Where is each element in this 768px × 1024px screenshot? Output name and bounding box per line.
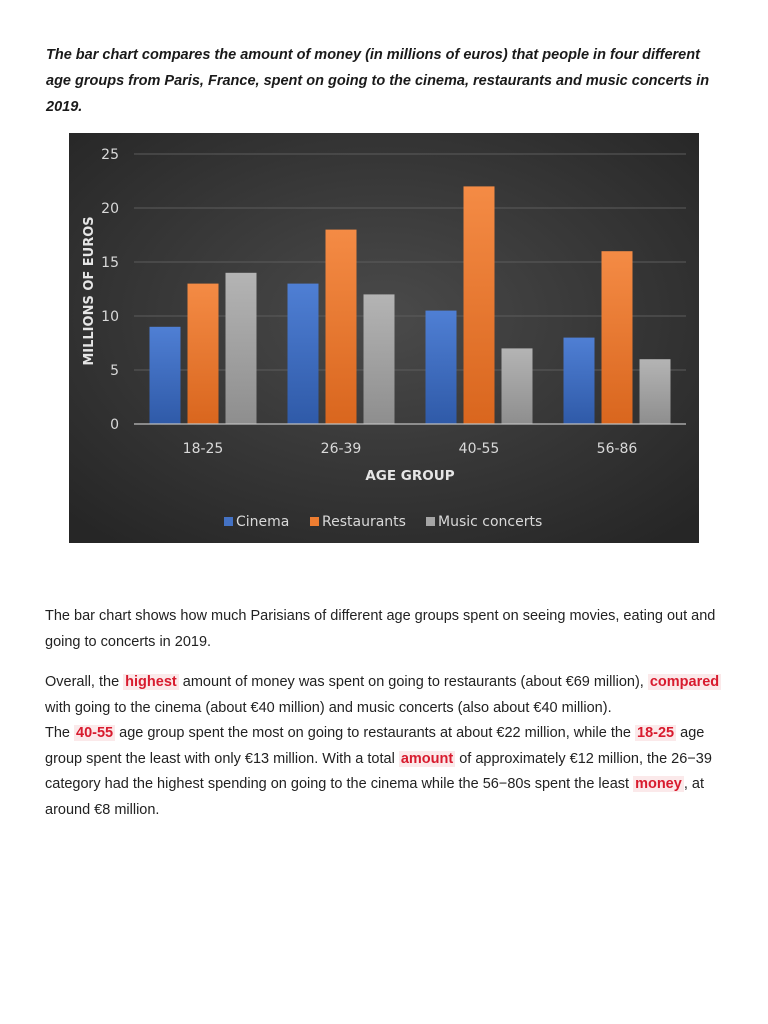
legend-swatch	[224, 517, 233, 526]
bar-cinema-40-55	[426, 311, 457, 424]
paragraph-summary: The bar chart shows how much Parisians of different age groups spent on seeing movies, eating out and going to concerts in 2019.	[45, 608, 716, 650]
x-axis-label: AGE GROUP	[365, 468, 455, 484]
y-tick-label: 20	[101, 201, 119, 217]
bar-restaurants-18-25	[188, 284, 219, 424]
highlight-18-25: 18-25	[637, 725, 675, 741]
bar-cinema-56-86	[564, 338, 595, 424]
bar-chart	[69, 133, 699, 543]
legend-swatch	[426, 517, 435, 526]
bar-cinema-26-39	[288, 284, 319, 424]
bar-chart-svg	[69, 133, 699, 543]
highlight-amount: amount	[400, 750, 454, 767]
text-run: of approximately €12 million, the 26−39 category had the highest spending on going to the cinema while the 56−80s spent the least	[45, 750, 712, 792]
bar-music-concerts-26-39	[364, 294, 395, 424]
text-run: with going to the cinema (about €40 million) and music concerts (also about €40 million).	[45, 699, 612, 716]
bar-restaurants-56-86	[602, 251, 633, 424]
y-tick-label: 10	[101, 309, 119, 325]
highlight-40-55: 40-55	[76, 725, 114, 741]
legend-label: Cinema	[236, 514, 290, 530]
legend-label: Music concerts	[438, 514, 543, 530]
bar-restaurants-26-39	[326, 230, 357, 424]
text-run: age group spent the least with only €13 million. With a total	[45, 725, 705, 767]
legend-label: Restaurants	[322, 514, 406, 530]
text-run: Overall, the	[45, 674, 124, 690]
bar-cinema-18-25	[150, 327, 181, 424]
x-tick-label: 26-39	[320, 441, 362, 457]
highlight-highest: highest	[125, 674, 177, 690]
text-run: , at around €8 million.	[45, 776, 704, 818]
y-tick-label: 25	[101, 147, 119, 163]
bar-music-concerts-18-25	[226, 273, 257, 424]
text-run: The	[45, 725, 75, 741]
paragraph-overview	[45, 670, 735, 823]
bar-music-concerts-40-55	[502, 348, 533, 424]
x-tick-label: 18-25	[182, 441, 224, 457]
task-prompt: The bar chart compares the amount of money (in millions of euros) that people in four different age groups from Paris, France, spent on going to the cinema, restaurants and music concerts in 2019.	[46, 47, 710, 115]
bar-restaurants-40-55	[464, 186, 495, 424]
legend-swatch	[310, 517, 319, 526]
y-tick-label: 5	[110, 363, 119, 379]
y-tick-label: 0	[110, 417, 119, 433]
highlight-compared: compared	[649, 674, 720, 690]
x-tick-label: 56-86	[596, 441, 638, 457]
y-tick-label: 15	[101, 255, 119, 271]
legend	[224, 514, 542, 530]
bar-music-concerts-56-86	[640, 359, 671, 424]
text-run: amount of money was spent on going to restaurants (about €69 million),	[178, 674, 648, 690]
y-axis-label: MILLIONS OF EUROS	[82, 216, 97, 366]
highlight-money: money	[635, 776, 682, 792]
text-run: age group spent the most on going to restaurants at about €22 million, while the	[115, 725, 636, 741]
x-tick-label: 40-55	[458, 441, 500, 457]
